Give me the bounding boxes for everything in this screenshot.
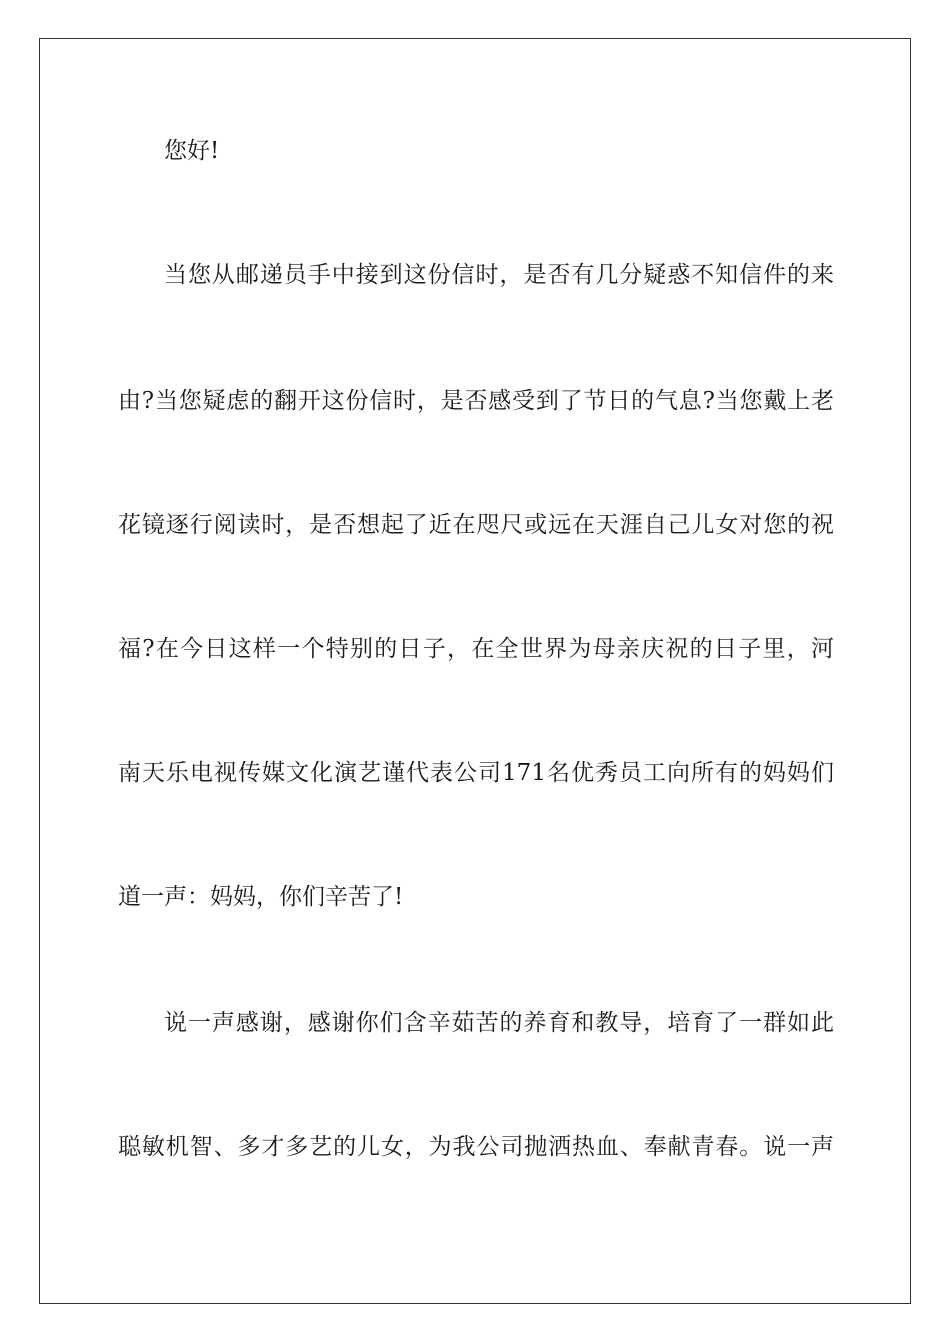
greeting-line: 您好! xyxy=(164,138,220,164)
paragraph-1-line-2: 由?当您疑虑的翻开这份信时，是否感受到了节日的气息?当您戴上老 xyxy=(118,388,834,414)
page-border xyxy=(39,38,911,1304)
paragraph-1-line-3: 花镜逐行阅读时，是否想起了近在咫尺或远在天涯自己儿女对您的祝 xyxy=(118,512,834,538)
paragraph-1-line-5: 南天乐电视传媒文化演艺谨代表公司171名优秀员工向所有的妈妈们 xyxy=(118,760,834,786)
paragraph-2-line-2: 聪敏机智、多才多艺的儿女，为我公司抛洒热血、奉献青春。说一声 xyxy=(118,1134,834,1160)
paragraph-1-line-6: 道一声：妈妈，你们辛苦了! xyxy=(118,884,404,910)
paragraph-2-line-1: 说一声感谢，感谢你们含辛茹苦的养育和教导，培育了一群如此 xyxy=(164,1010,834,1036)
paragraph-1-line-4: 福?在今日这样一个特别的日子，在全世界为母亲庆祝的日子里，河 xyxy=(118,636,834,662)
paragraph-1-line-1: 当您从邮递员手中接到这份信时，是否有几分疑惑不知信件的来 xyxy=(164,262,834,288)
